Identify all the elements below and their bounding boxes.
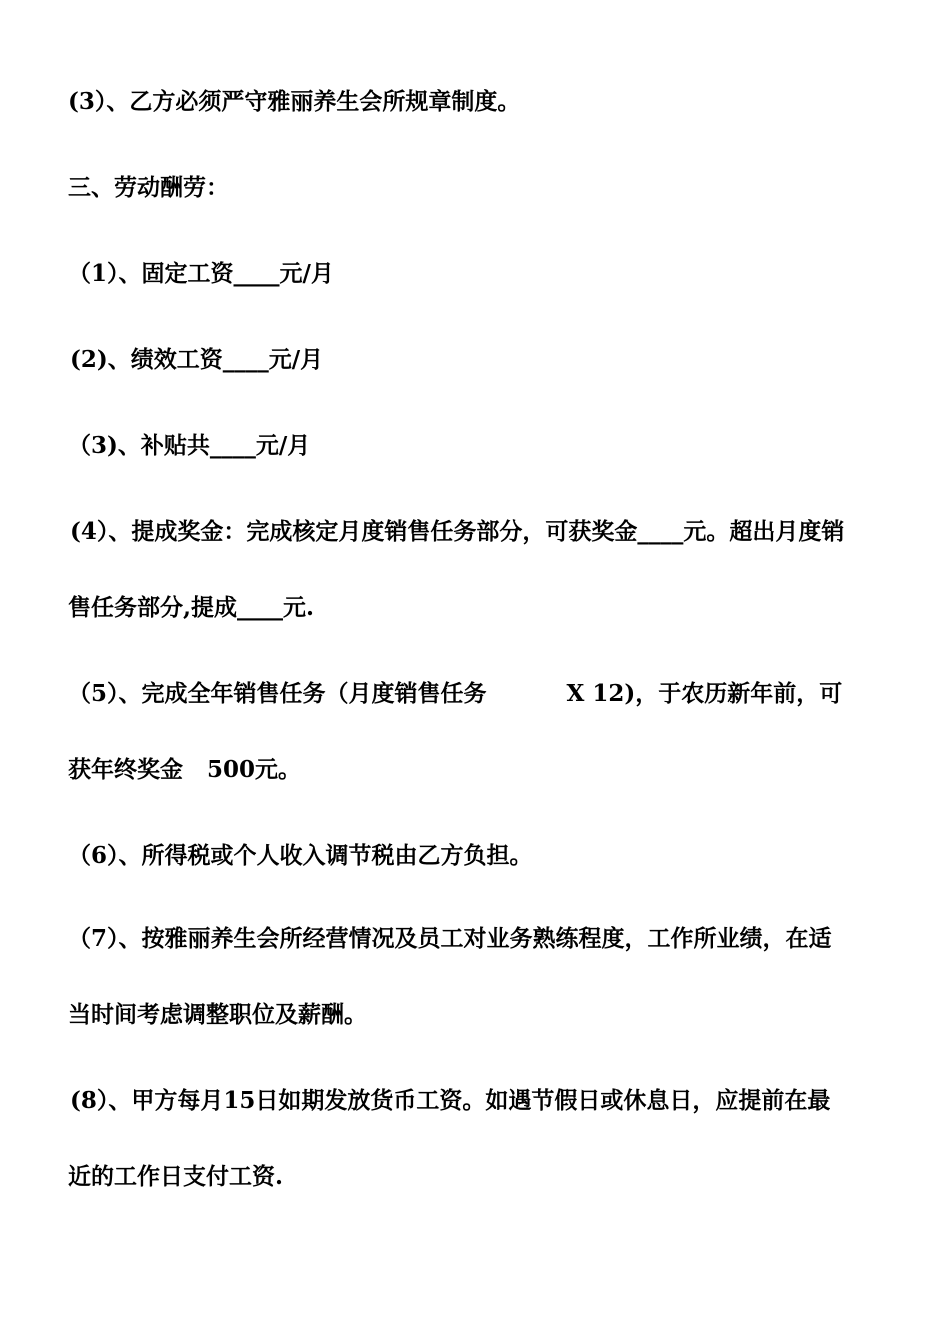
- clause-allowance: （3)、补贴共____元/月: [68, 432, 311, 459]
- clause-pay-date: (8）、甲方每月15日如期发放货币工资。如遇节假日或休息日，应提前在最: [70, 1087, 831, 1114]
- clause-3-rules: (3）、乙方必须严守雅丽养生会所规章制度。: [68, 88, 521, 115]
- clause-annual-target-part2: X 12)，于农历新年前，可: [566, 680, 843, 707]
- clause-annual-bonus-part1: 获年终奖金: [68, 756, 183, 783]
- clause-annual-bonus-amount: 500元。: [207, 756, 302, 783]
- clause-income-tax: （6）、所得税或个人收入调节税由乙方负担。: [68, 842, 533, 869]
- clause-salary-adjustment-cont: 当时间考虑调整职位及薪酬。: [68, 1001, 367, 1028]
- clause-commission-bonus: (4）、提成奖金：完成核定月度销售任务部分，可获奖金____元。超出月度销: [70, 518, 845, 545]
- section-heading-remuneration: 三、劳动酬劳：: [68, 174, 229, 201]
- clause-fixed-salary: （1）、固定工资____元/月: [68, 260, 334, 287]
- clause-performance-salary: (2)、绩效工资____元/月: [70, 346, 324, 373]
- clause-annual-target-part1: （5）、完成全年销售任务（月度销售任务: [68, 680, 487, 707]
- clause-annual-target: [68, 679, 842, 709]
- clause-pay-date-cont: 近的工作日支付工资.: [68, 1163, 284, 1190]
- clause-annual-bonus: [68, 755, 301, 785]
- clause-salary-adjustment: （7）、按雅丽养生会所经营情况及员工对业务熟练程度，工作所业绩，在适: [68, 925, 832, 952]
- clause-commission-bonus-cont: 售任务部分,提成____元.: [68, 594, 315, 621]
